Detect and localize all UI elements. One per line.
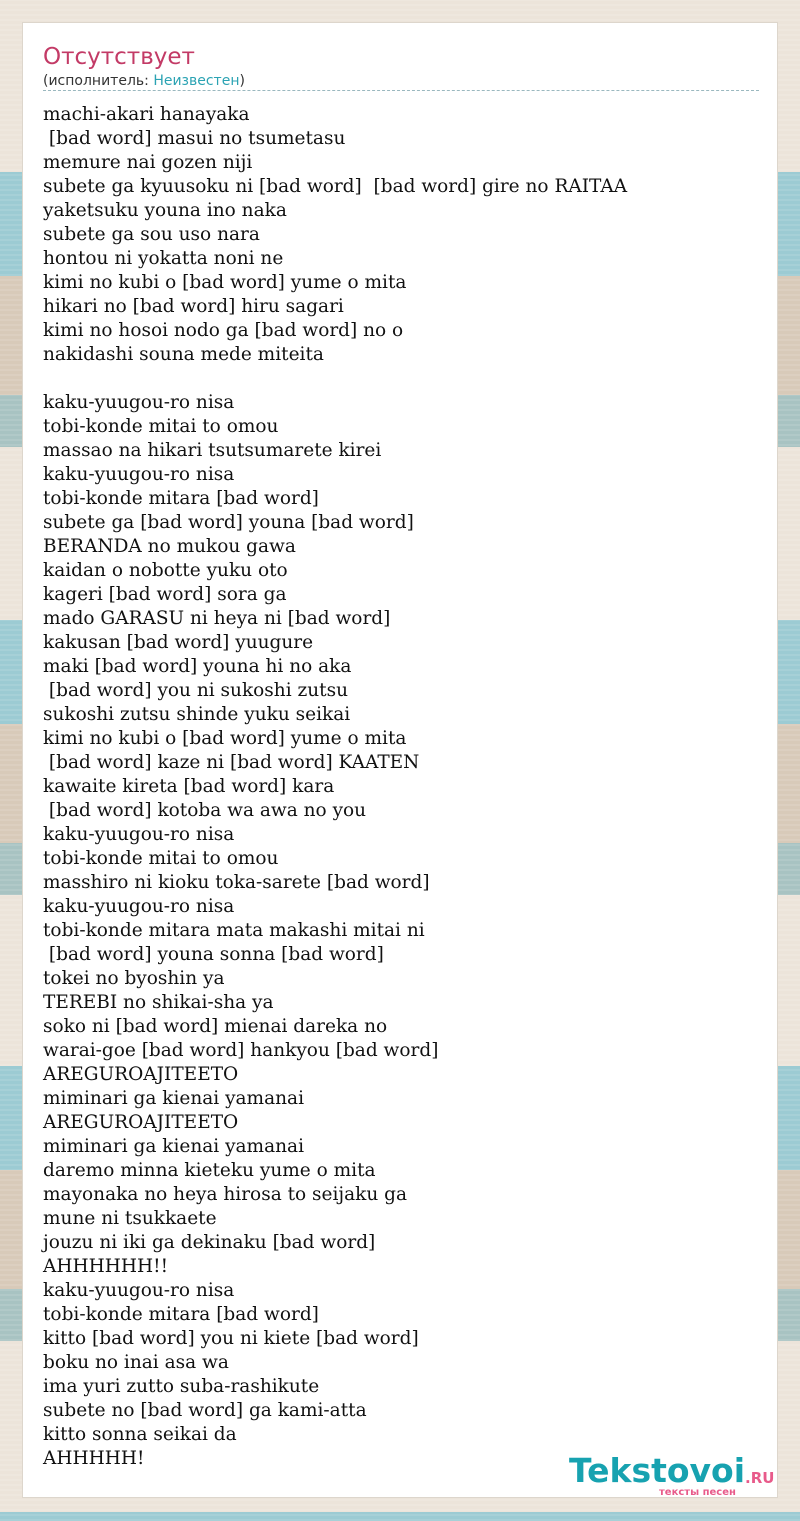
lyric-line: warai-goe [bad word] hankyou [bad word] [43, 1040, 439, 1061]
lyric-line: TEREBI no shikai-sha ya [43, 992, 274, 1013]
lyric-line: yaketsuku youna ino naka [43, 200, 287, 221]
site-logo[interactable] [569, 1453, 779, 1499]
artist-link[interactable]: Неизвестен [153, 73, 240, 89]
lyric-line: tokei no byoshin ya [43, 968, 225, 989]
lyric-line: kaku-yuugou-ro nisa [43, 1280, 235, 1301]
lyric-line: daremo minna kieteku yume o mita [43, 1160, 376, 1181]
lyric-line: kakusan [bad word] yuugure [43, 632, 314, 653]
lyric-line: kimi no hosoi nodo ga [bad word] no o [43, 320, 404, 341]
lyric-line: kaku-yuugou-ro nisa [43, 392, 235, 413]
lyric-line: tobi-konde mitai to omou [43, 416, 279, 437]
lyric-line: [bad word] kotoba wa awa no you [43, 800, 367, 821]
lyric-line: memure nai gozen niji [43, 152, 253, 173]
artist-line [43, 72, 245, 90]
lyric-line: kitto sonna seikai da [43, 1424, 237, 1445]
lyric-line: subete ga kyuusoku ni [bad word] [bad word] gire no RAITAA [43, 176, 628, 197]
lyric-line: kaku-yuugou-ro nisa [43, 464, 235, 485]
lyric-line: AREGUROAJITEETO [43, 1064, 239, 1085]
lyric-line: kaidan o nobotte yuku oto [43, 560, 288, 581]
lyric-line: kawaite kireta [bad word] kara [43, 776, 335, 797]
lyric-line: ima yuri zutto suba-rashikute [43, 1376, 320, 1397]
song-title: Отсутствует [43, 44, 195, 70]
logo-tld: .RU [745, 1469, 775, 1487]
lyric-line: miminari ga kienai yamanai [43, 1136, 304, 1157]
lyric-line: [bad word] you ni sukoshi zutsu [43, 680, 349, 701]
lyric-line: mune ni tsukkaete [43, 1208, 217, 1229]
lyric-line: soko ni [bad word] mienai dareka no [43, 1016, 388, 1037]
lyric-line: subete ga [bad word] youna [bad word] [43, 512, 414, 533]
lyric-line: tobi-konde mitara [bad word] [43, 488, 319, 509]
lyric-line: subete no [bad word] ga kami-atta [43, 1400, 367, 1421]
lyric-line: AHHHHH! [43, 1448, 145, 1469]
lyric-line: kaku-yuugou-ro nisa [43, 896, 235, 917]
lyric-line: masshiro ni kioku toka-sarete [bad word] [43, 872, 430, 893]
lyrics-text [43, 103, 759, 1471]
lyric-line: kageri [bad word] sora ga [43, 584, 287, 605]
lyric-line: subete ga sou uso nara [43, 224, 260, 245]
lyric-line: tobi-konde mitai to omou [43, 848, 279, 869]
lyric-line: AREGUROAJITEETO [43, 1112, 239, 1133]
lyric-line: nakidashi souna mede miteita [43, 344, 324, 365]
artist-suffix: ) [239, 73, 245, 89]
lyric-line: tobi-konde mitara mata makashi mitai ni [43, 920, 425, 941]
lyric-line: maki [bad word] youna hi no aka [43, 656, 352, 677]
lyric-line: mado GARASU ni heya ni [bad word] [43, 608, 391, 629]
lyric-line [43, 367, 759, 391]
lyric-line: kimi no kubi o [bad word] yume o mita [43, 272, 407, 293]
lyric-line: massao na hikari tsutsumarete kirei [43, 440, 382, 461]
artist-prefix: (исполнитель: [43, 73, 154, 89]
lyric-line: hontou ni yokatta noni ne [43, 248, 284, 269]
lyric-line: tobi-konde mitara [bad word] [43, 1304, 319, 1325]
lyric-line: mayonaka no heya hirosa to seijaku ga [43, 1184, 408, 1205]
lyric-line: kimi no kubi o [bad word] yume o mita [43, 728, 407, 749]
lyric-line: machi-akari hanayaka [43, 104, 250, 125]
lyric-line: AHHHHHH!! [43, 1256, 169, 1277]
lyric-line: kaku-yuugou-ro nisa [43, 824, 235, 845]
lyrics-card [22, 22, 778, 1498]
logo-name: Tekstovoi [569, 1451, 746, 1490]
lyric-line: miminari ga kienai yamanai [43, 1088, 304, 1109]
title-divider [43, 90, 759, 91]
lyric-line: BERANDA no mukou gawa [43, 536, 296, 557]
lyric-line: sukoshi zutsu shinde yuku seikai [43, 704, 351, 725]
lyric-line: hikari no [bad word] hiru sagari [43, 296, 344, 317]
lyric-line: [bad word] masui no tsumetasu [43, 128, 346, 149]
lyric-line: jouzu ni iki ga dekinaku [bad word] [43, 1232, 376, 1253]
lyric-line: kitto [bad word] you ni kiete [bad word] [43, 1328, 419, 1349]
lyric-line: [bad word] youna sonna [bad word] [43, 944, 384, 965]
logo-tagline: тексты песен [659, 1487, 736, 1498]
lyric-line: [bad word] kaze ni [bad word] KAATEN [43, 752, 420, 773]
lyric-line: boku no inai asa wa [43, 1352, 229, 1373]
